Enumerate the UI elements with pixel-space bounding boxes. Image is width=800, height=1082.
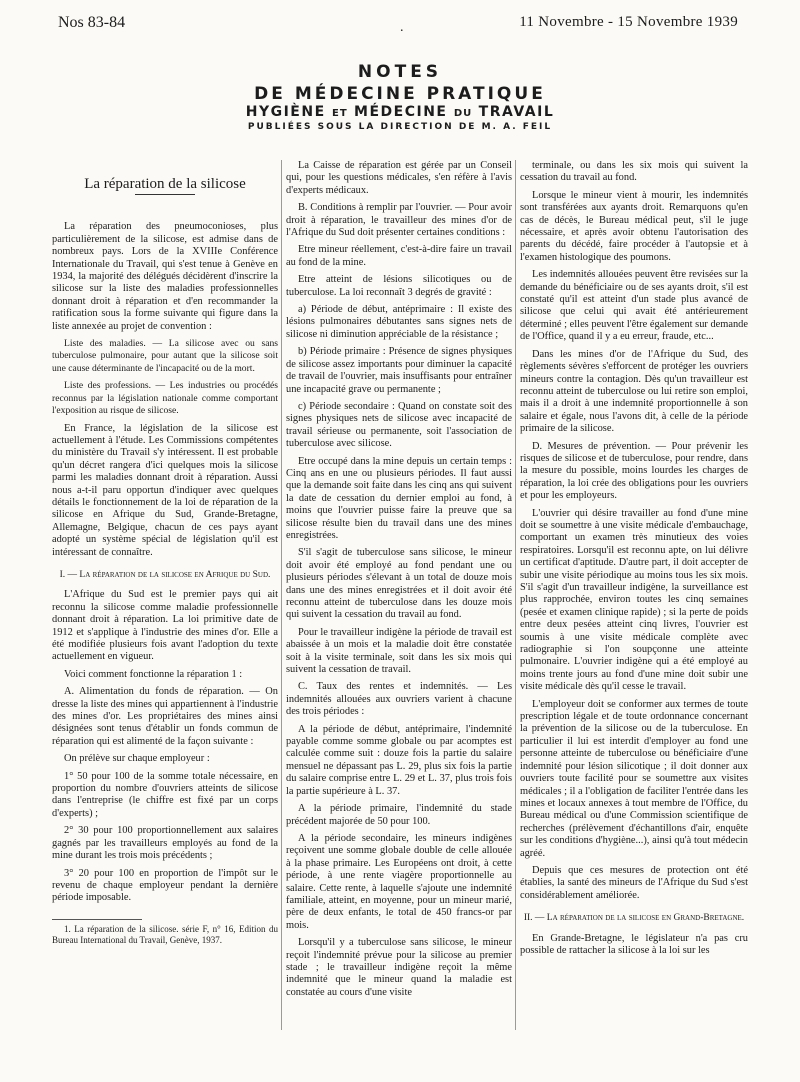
column-1 xyxy=(52,160,278,951)
paragraph: Lorsqu'il y a tuberculose sans silicose, le mineur reçoit l'indemnité prévue pour la silicose au premier stade ; le travailleur indigène reçoit la même indemnité que le mineur quand la maladie est constatée au cours d'une visite xyxy=(286,937,512,998)
masthead-subtitle: HYGIÈNE ET MÉDECINE DU TRAVAIL xyxy=(245,104,555,120)
paragraph: L'ouvrier qui désire travailler au fond d'une mine doit se soumettre à une visite médicale d'embauchage, comportant un examen très minutieux des voies respiratoires. Lorsqu'il est reconnu apte, on lui délivre un certificat d'aptitude. D'autre part, il doit accepter de subir une visite périodique au moins tous les six mois. S'il s'agit d'un travailleur indigène, la surveillance est plus rapprochée, environ toutes les cinq semaines (pesée et examen clinique rapide) ; si la perte de poids entre deux pesées atteint cinq livres, l'ouvrier est soumis à une visite médicale complète avec radiographie si l'on soupçonne une atteinte pulmonaire. L'ouvrier indigène qui a été employé au moins trente jours au fond d'une mine doit subir une visite médicale dès qu'il cesse le travail. xyxy=(520,507,748,693)
paragraph: A la période secondaire, les mineurs indigènes reçoivent une somme globale double de celle allouée à la phase primaire. Les Européens ont droit, à cette période, à une rente viagère proportionnelle au salaire. Cette rente, à laquelle s'ajoute une indemnité familiale, atteint, en moyenne, pour un mineur marié, père de deux enfants, le total de 450 francs-or par mois. xyxy=(286,832,512,931)
masthead-title: DE MÉDECINE PRATIQUE xyxy=(254,84,546,104)
paragraph: Les indemnités allouées peuvent être revisées sur la demande du bénéficiaire ou de ses ayants droit, s'il est constaté qu'il est atteint d'un stade plus avancé de silicose que celui qui avait été antérieurement déterminé ; elles peuvent l'être également sur demande de l'Office, quand il y a eu erreur, fraude, etc... xyxy=(520,269,748,343)
header-dot: . xyxy=(400,20,404,35)
masthead xyxy=(0,62,800,132)
column-divider xyxy=(515,160,516,1030)
paragraph: En France, la législation de la silicose est actuellement à l'étude. Les Commissions compétentes du ministère du Travail s'y intéressent. Il est probable qu'un décret rangera d'ici quelques mois la silicose parmi les maladies donnant droit à réparation. Aussi nous a-t-il paru opportun d'indiquer avec quelques détails le fonctionnement de la loi de réparation de la silicose en Afrique du Sud, Grande-Bretagne, Allemagne, Belgique, chacun de ces pays ayant adopté un système spécial de législation qu'il est intéressant de connaître. xyxy=(52,422,278,558)
paragraph: c) Période secondaire : Quand on constate soit des signes physiques nets de silicose avec incapacité de travail sérieuse ou permanente, soit l'association de tuberculose avec silicose. xyxy=(286,400,512,450)
section-heading: II. — La réparation de la silicose en Grand-Bretagne. xyxy=(523,913,745,924)
issue-number: Nos 83-84 xyxy=(58,14,126,31)
paragraph: Liste des maladies. — La silicose avec ou sans tuberculose pulmonaire, pour autant que la silicose soit une cause déterminante de l'incapacité ou de la mort. xyxy=(52,338,278,374)
masthead-notes: NOTES xyxy=(357,62,443,82)
paragraph: Etre occupé dans la mine depuis un certain temps : Cinq ans en une ou plusieurs périodes. Il faut aussi que la demande soit faite dans les cinq ans qui suivent la date de cessation du dernier emploi au fond, à moins que l'ouvrier puisse faire la preuve que sa silicose résulte bien du travail dans une des mines enregistrées. xyxy=(286,455,512,541)
footnote-rule xyxy=(52,919,142,920)
column-divider xyxy=(281,160,282,1030)
paragraph: 3° 20 pour 100 en proportion de l'impôt sur le revenu de chaque employeur pendant la dernière période imposable. xyxy=(52,867,278,904)
paragraph: A la période de début, antéprimaire, l'indemnité payable comme somme globale ou par acomptes est calculée comme suit : douze fois la partie du salaire mensuel ne dépassant pas L. 29, plus six fois la partie du salaire comprise entre L. 29 et L. 37, plus trois fois la partie supérieure à L. 37. xyxy=(286,723,512,797)
paragraph: Liste des professions. — Les industries ou procédés reconnus par la législation nationale comme comportant l'exposition au risque de silicose. xyxy=(52,380,278,417)
paragraph: Etre atteint de lésions silicotiques ou de tuberculose. La loi reconnaît 3 degrés de gravité : xyxy=(286,274,512,298)
issue-dates: 11 Novembre - 15 Novembre 1939 xyxy=(519,14,738,30)
masthead-direction: PUBLIÉES SOUS LA DIRECTION DE M. A. FEIL xyxy=(247,122,553,132)
paragraph: Voici comment fonctionne la réparation 1 : xyxy=(64,668,243,680)
paragraph: terminale, ou dans les six mois qui suivent la cessation du travail au fond. xyxy=(520,160,748,184)
page-header xyxy=(58,14,738,38)
column-2 xyxy=(286,160,512,1004)
paragraph: 2° 30 pour 100 proportionnellement aux salaires gagnés par les travailleurs employés au fond de la mine durant les trois mois précédents ; xyxy=(52,825,278,862)
paragraph: Pour le travailleur indigène la période de travail est abaissée à un mois et la maladie doit être constatée soit à la visite terminale, soit dans les six mois qui suivent la cessation de travail. xyxy=(286,626,512,676)
paragraph: C. Taux des rentes et indemnités. — Les indemnités allouées aux ouvriers varient à chacune des trois périodes : xyxy=(286,681,512,718)
paragraph: B. Conditions à remplir par l'ouvrier. — Pour avoir droit à réparation, le travailleur des mines d'or de l'Afrique du Sud doit présenter certaines conditions : xyxy=(286,202,512,239)
paragraph: Lorsque le mineur vient à mourir, les indemnités sont transférées aux ayants droit. Remarquons qu'en cas de décès, le Bureau médical peut, s'il le juge nécessaire, et après avoir obtenu l'autorisation des parents du décédé, faire procéder à l'autopsie et à l'examen histologique des poumons. xyxy=(520,189,748,263)
paragraph: En Grande-Bretagne, le législateur n'a pas cru possible de rattacher la silicose à la loi sur les xyxy=(520,932,748,956)
paragraph: La Caisse de réparation est gérée par un Conseil qui, pour les questions médicales, s'en réfère à l'avis d'experts médicaux. xyxy=(286,160,512,196)
paragraph: Depuis que ces mesures de protection ont été établies, la santé des mineurs de l'Afrique du Sud s'est considérablement améliorée. xyxy=(520,864,748,901)
paragraph: D. Mesures de prévention. — Pour prévenir les risques de silicose et de tuberculose, pour rendre, dans la mesure du possible, moins lourdes les charges de réparation, la loi crée des obligations pour les ouvriers et pour les employeurs. xyxy=(520,440,748,502)
section-heading: I. — La réparation de la silicose en Afrique du Sud. xyxy=(59,569,271,580)
column-3 xyxy=(520,160,748,962)
paragraph: A la période primaire, l'indemnité du stade précédent majorée de 50 pour 100. xyxy=(286,803,512,827)
paragraph: 1° 50 pour 100 de la somme totale nécessaire, en proportion du nombre d'ouvriers atteints de silicose dans l'entreprise (le chiffre est fixé par un corps d'experts) ; xyxy=(52,770,278,819)
title-rule xyxy=(135,194,195,195)
paragraph: La réparation des pneumoconioses, plus particulièrement de la silicose, est admise dans de nombreux pays. Lors de la XVIIIe Conférence Internationale du Travail, qui s'est tenue à Genève en 1934, la majorité des délégués décidèrent d'inscrire la silicose sur la liste des maladies professionnelles donnant droit à réparation et d'en recommander la ratification sous la forme suivante qui figure dans la liste annexée au projet de convention : xyxy=(52,221,278,332)
article-title: La réparation de la silicose xyxy=(84,176,246,192)
paragraph: S'il s'agit de tuberculose sans silicose, le mineur doit avoir été employé au fond pendant une ou plusieurs périodes s'élevant à un total de douze mois dans une des mines enregistrées et il doit avoir été reconnu atteint de tuberculose dans les douze mois qui suivent la cessation du travail au fond. xyxy=(286,547,512,621)
paragraph: On prélève sur chaque employeur : xyxy=(64,753,210,765)
paragraph: A. Alimentation du fonds de réparation. — On dresse la liste des mines qui appartiennent à l'industrie des mines d'or. Les propriétaires des mines ainsi désignées sont tenus d'établir un fonds commun de réparation qui est alimenté de la façon suivante : xyxy=(52,686,278,747)
paragraph: Etre mineur réellement, c'est-à-dire faire un travail au fond de la mine. xyxy=(286,244,512,268)
paragraph: b) Période primaire : Présence de signes physiques de silicose assez importants pour diminuer la capacité de travail de l'ouvrier, mais insuffisants pour entraîner une incapacité grave ou permanente ; xyxy=(286,346,512,395)
paragraph: L'employeur doit se conformer aux termes de toute prescription légale et de toute ordonnance concernant la prévention de la silicose ou de la tuberculose. En particulier il lui est interdit d'employer au fond une personne atteinte de tuberculose ou bénéficiaire d'une indemnité pour lésion silicotique ; il doit donner aux ouvriers toute facilité pour se soumettre aux visites médicales ; il a l'obligation de faciliter l'entrée dans les mines et locaux annexes à tout membre de l'Office, du Bureau médical ou d'une Commission scientifique de recherches (prélèvement d'échantillons d'air, enquête sur les conditions d'hygiène...), ainsi qu'à tout médecin agréé. xyxy=(520,698,748,859)
paragraph: Dans les mines d'or de l'Afrique du Sud, des règlements sévères s'efforcent de protéger les ouvriers mineurs contre la contagion. Dès qu'un travailleur est reconnu atteint de tuberculose ou lui retire son emploi, mais il a droit à une indemnité proportionnelle à son salaire et égale, nous l'avons dit, à celle de la période primaire de la silicose. xyxy=(520,348,748,435)
footnote: 1. La réparation de la silicose. série F, n° 16, Edition du Bureau International du Travail, Genève, 1937. xyxy=(52,923,278,945)
paragraph: a) Période de début, antéprimaire : Il existe des lésions pulmonaires débutantes sans signes nets de silicose ni diminution appréciable de la résistance ; xyxy=(286,304,512,340)
paragraph: L'Afrique du Sud est le premier pays qui ait reconnu la silicose comme maladie professionnelle donnant droit à réparation. La loi primitive date de 1912 et s'applique à l'industrie des mines d'or. Elle a été modifiée plusieurs fois avant l'adoption du texte actuellement en vigueur. xyxy=(52,589,278,663)
